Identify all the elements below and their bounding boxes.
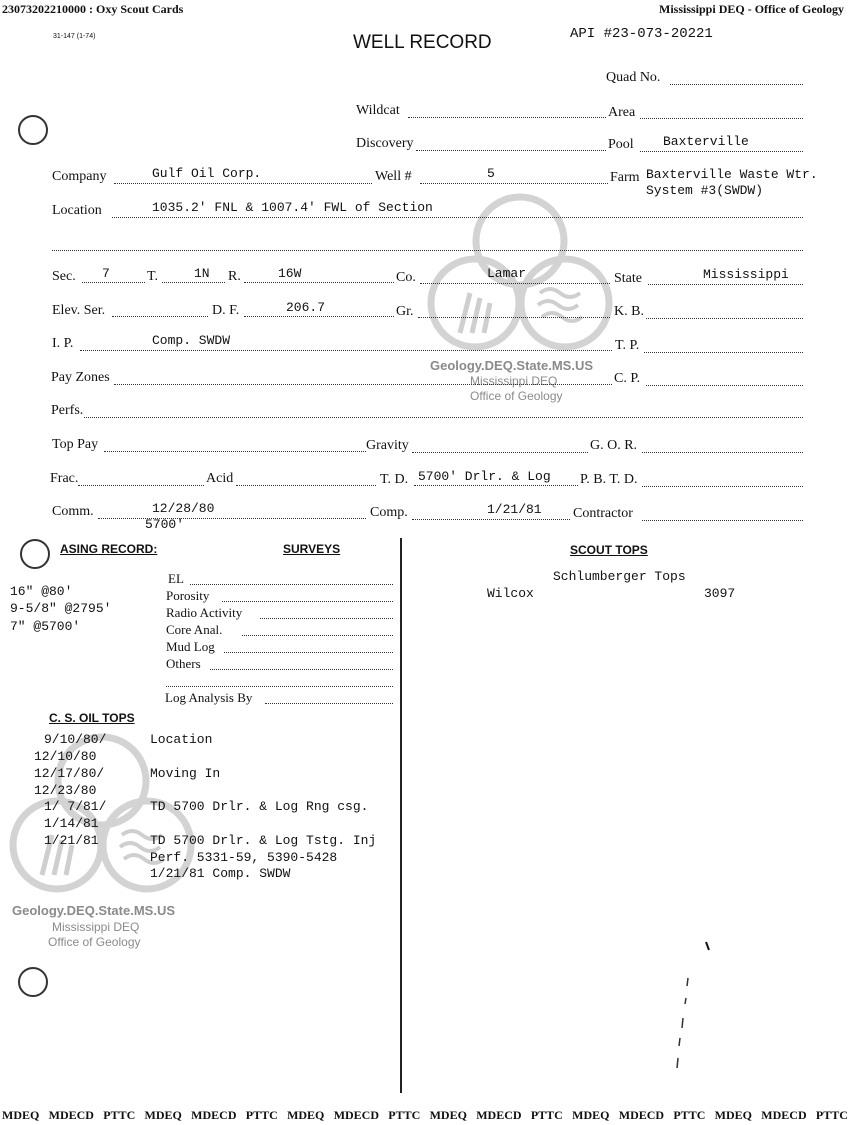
- gravity-label: Gravity: [366, 438, 409, 453]
- cs-note: TD 5700 Drlr. & Log Tstg. Inj: [150, 833, 377, 848]
- survey-item: EL: [168, 571, 184, 586]
- cs-note: TD 5700 Drlr. & Log Rng csg.: [150, 799, 369, 814]
- footer-item: PTTC: [245, 1108, 278, 1122]
- area-line: [640, 118, 803, 119]
- discovery-line: [416, 150, 606, 151]
- casing-item: 9-5/8" @2795': [10, 601, 112, 616]
- watermark-text-2b: Mississippi DEQ: [52, 920, 140, 934]
- quad-no-line: [670, 84, 803, 85]
- df-line: [244, 316, 394, 317]
- well-record-card: [0, 18, 850, 1103]
- co-value: Lamar: [487, 266, 527, 281]
- footer-item: MDEQ: [2, 1108, 40, 1122]
- well-no-label: Well #: [375, 169, 412, 184]
- td-value: 5700' Drlr. & Log: [418, 469, 551, 484]
- farm-value-line2: System #3(SWDW): [646, 183, 764, 198]
- scout-tops-subtitle: Schlumberger Tops: [553, 569, 686, 584]
- footer-item: MDEQ: [572, 1108, 610, 1122]
- comm-value: 12/28/80: [152, 501, 215, 516]
- t-line: [162, 282, 225, 283]
- frac-line: [78, 485, 204, 486]
- perfs-label: Perfs.: [51, 403, 84, 418]
- gravity-line: [412, 452, 588, 453]
- footer-item: PTTC: [673, 1108, 706, 1122]
- kb-label: K. B.: [614, 304, 644, 319]
- cs-date: 9/10/80/: [44, 732, 107, 747]
- footer-item: PTTC: [388, 1108, 421, 1122]
- cs-note: 1/21/81 Comp. SWDW: [150, 866, 291, 881]
- footer-item: PTTC: [103, 1108, 136, 1122]
- tp-label: T. P.: [615, 338, 640, 353]
- watermark-text-2: Mississippi DEQ: [470, 374, 558, 388]
- sec-value: 7: [102, 266, 110, 281]
- casing-item: 16" @80': [10, 584, 73, 599]
- top-pay-label: Top Pay: [52, 437, 99, 452]
- quad-no-label: Quad No.: [606, 70, 661, 85]
- co-label: Co.: [396, 270, 416, 285]
- df-label: D. F.: [212, 303, 240, 318]
- cs-note: Perf. 5331-59, 5390-5428: [150, 850, 338, 865]
- scout-top-depth: 3097: [704, 586, 736, 601]
- cs-oil-tops-title: C. S. OIL TOPS: [49, 711, 135, 725]
- survey-item: Others: [166, 656, 201, 671]
- company-line: [114, 183, 372, 184]
- cs-note: Location: [150, 732, 213, 747]
- sec-line: [82, 282, 145, 283]
- r-value: 16W: [278, 266, 302, 281]
- comp-value: 1/21/81: [487, 502, 542, 517]
- casing-record-title: ASING RECORD:: [60, 542, 158, 556]
- acid-label: Acid: [206, 471, 234, 486]
- form-code: 31-147 (1-74): [53, 33, 96, 40]
- location-line-2: [52, 250, 803, 251]
- ip-label: I. P.: [52, 336, 74, 351]
- casing-item: 7" @5700': [10, 619, 81, 634]
- location-value: 1035.2' FNL & 1007.4' FWL of Section: [152, 200, 433, 215]
- scout-tops-title: SCOUT TOPS: [570, 543, 648, 557]
- footer-item: MDECD: [48, 1108, 94, 1122]
- farm-value-line1: Baxterville Waste Wtr.: [646, 167, 818, 182]
- gr-line: [418, 317, 610, 318]
- t-value: 1N: [194, 266, 210, 281]
- elev-ser-label: Elev. Ser.: [52, 303, 106, 318]
- td-label: T. D.: [380, 472, 409, 487]
- survey-line: [222, 601, 393, 602]
- frac-label: Frac.: [50, 471, 79, 486]
- survey-line: [166, 686, 393, 687]
- state-line: [648, 284, 803, 285]
- footer-item: MDECD: [191, 1108, 237, 1122]
- comm-line: [98, 518, 366, 519]
- survey-item: Mud Log: [166, 639, 215, 654]
- co-line: [420, 283, 610, 284]
- header-left: 23073202210000 : Oxy Scout Cards: [2, 2, 184, 16]
- pbtd-line: [642, 486, 803, 487]
- watermark-text-1b: Geology.DEQ.State.MS.US: [12, 903, 176, 918]
- acid-line: [236, 485, 376, 486]
- kb-line: [646, 318, 803, 319]
- farm-label: Farm: [610, 170, 640, 185]
- stray-marks: [670, 938, 720, 1078]
- gr-label: Gr.: [396, 304, 414, 319]
- t-label: T.: [147, 269, 159, 284]
- scout-top-name: Wilcox: [487, 586, 534, 601]
- survey-item: Porosity: [166, 588, 210, 603]
- footer-item: MDEQ: [144, 1108, 182, 1122]
- contractor-line: [642, 520, 803, 521]
- cs-date: 1/14/81: [44, 816, 99, 831]
- footer-item: PTTC: [530, 1108, 563, 1122]
- cs-date: 12/17/80/: [34, 766, 105, 781]
- r-label: R.: [228, 269, 241, 284]
- punch-hole-icon: [20, 539, 50, 569]
- cs-date: 12/23/80: [34, 783, 97, 798]
- footer-item: MDEQ: [429, 1108, 467, 1122]
- contractor-label: Contractor: [573, 506, 633, 521]
- footer-item: MDECD: [333, 1108, 380, 1122]
- gor-label: G. O. R.: [590, 438, 638, 453]
- survey-item: Core Anal.: [166, 622, 223, 637]
- sec-label: Sec.: [52, 269, 76, 284]
- api-number: API #23-073-20221: [570, 26, 713, 42]
- footer-item: MDECD: [476, 1108, 522, 1122]
- log-analysis-line: [265, 703, 393, 704]
- df-value: 206.7: [286, 300, 326, 315]
- perfs-line: [84, 417, 803, 418]
- location-label: Location: [52, 203, 102, 218]
- state-value: Mississippi: [703, 267, 789, 282]
- cs-date: 1/ 7/81/: [44, 799, 107, 814]
- footer-item: MDEQ: [714, 1108, 752, 1122]
- location-line: [112, 217, 803, 218]
- survey-item: Radio Activity: [166, 605, 243, 620]
- discovery-label: Discovery: [356, 136, 414, 151]
- survey-line: [210, 669, 393, 670]
- company-value: Gulf Oil Corp.: [152, 166, 262, 181]
- pay-zones-label: Pay Zones: [51, 370, 110, 385]
- watermark-text-1: Geology.DEQ.State.MS.US: [430, 358, 594, 373]
- tp-line: [644, 352, 803, 353]
- cs-date: 1/21/81: [44, 833, 99, 848]
- area-label: Area: [608, 105, 636, 120]
- survey-line: [224, 652, 393, 653]
- pool-value: Baxterville: [663, 134, 749, 149]
- punch-hole-icon: [18, 115, 48, 145]
- comm-depth-value: 5700': [145, 517, 185, 532]
- well-no-line: [420, 183, 608, 184]
- footer-item: PTTC: [815, 1108, 848, 1122]
- comm-label: Comm.: [52, 504, 94, 519]
- footer-item: MDEQ: [287, 1108, 325, 1122]
- ip-value: Comp. SWDW: [152, 333, 231, 348]
- gor-line: [642, 452, 803, 453]
- watermark-text-3: Office of Geology: [470, 389, 563, 403]
- survey-line: [260, 618, 393, 619]
- vertical-divider: [400, 538, 402, 1093]
- pool-line: [640, 151, 803, 152]
- watermark-text-3b: Office of Geology: [48, 935, 141, 949]
- punch-hole-icon: [18, 967, 48, 997]
- pbtd-label: P. B. T. D.: [580, 472, 638, 487]
- cp-label: C. P.: [614, 371, 641, 386]
- wildcat-line: [408, 117, 606, 118]
- comp-label: Comp.: [370, 505, 408, 520]
- state-label: State: [614, 271, 642, 286]
- elev-ser-line: [112, 316, 208, 317]
- survey-line: [190, 584, 393, 585]
- cs-note: Moving In: [150, 766, 221, 781]
- wildcat-label: Wildcat: [356, 103, 400, 118]
- well-no-value: 5: [487, 166, 495, 181]
- header-right: Mississippi DEQ - Office of Geology: [659, 2, 844, 16]
- r-line: [244, 282, 394, 283]
- comp-line: [412, 519, 570, 520]
- surveys-title: SURVEYS: [283, 542, 341, 556]
- form-title: WELL RECORD: [353, 32, 492, 53]
- pay-zones-line: [114, 384, 612, 385]
- log-analysis-label: Log Analysis By: [165, 690, 253, 705]
- top-pay-line: [104, 451, 366, 452]
- td-line: [414, 485, 578, 486]
- footer-item: MDECD: [761, 1108, 807, 1122]
- pool-label: Pool: [608, 137, 634, 152]
- footer-bar: [0, 1108, 850, 1123]
- cs-date: 12/10/80: [34, 749, 97, 764]
- ip-line: [80, 350, 612, 351]
- company-label: Company: [52, 169, 107, 184]
- survey-line: [242, 635, 393, 636]
- cp-line: [646, 385, 803, 386]
- footer-item: MDECD: [618, 1108, 665, 1122]
